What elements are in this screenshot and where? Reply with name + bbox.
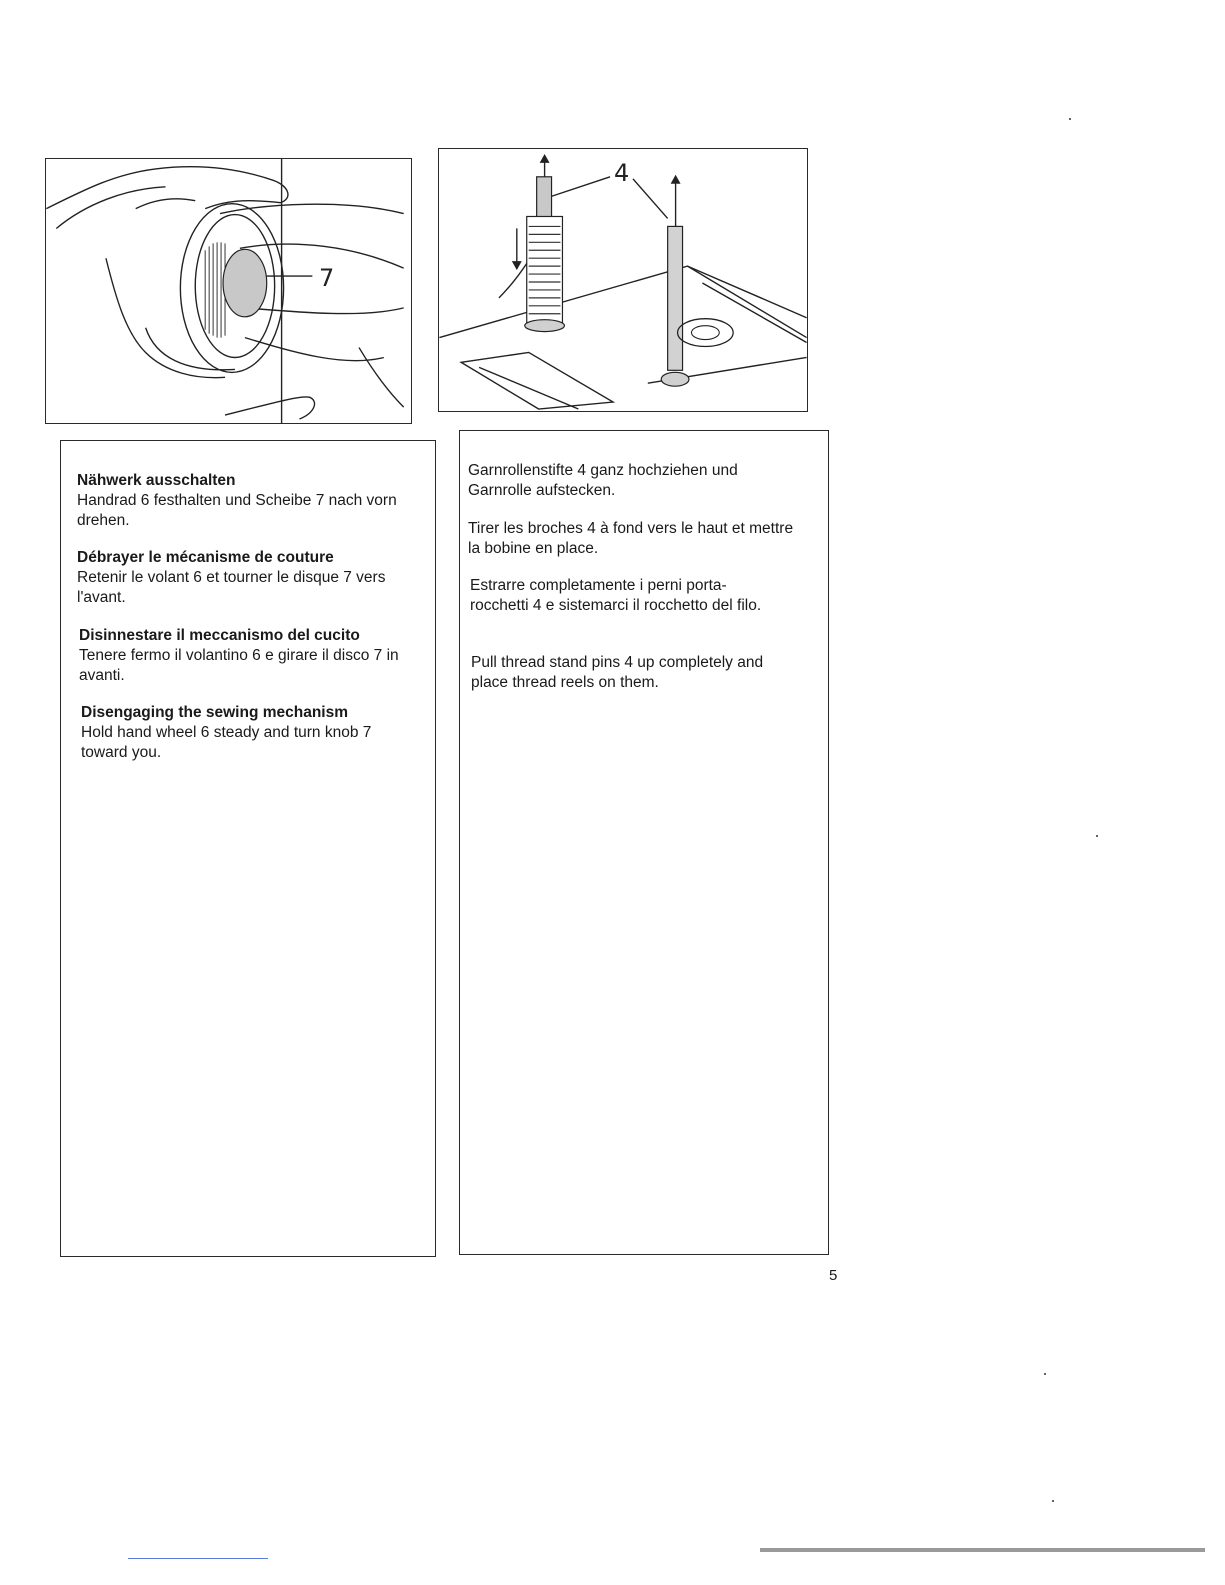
- section-body: Retenir le volant 6 et tourner le disque 7 vers l'avant.: [77, 569, 386, 606]
- scan-speck: [1096, 835, 1098, 837]
- section-title: Disengaging the sewing mechanism: [81, 704, 349, 721]
- figure-thread-pins: [438, 148, 808, 412]
- section-french: [77, 548, 407, 608]
- figure-handwheel: [45, 158, 412, 424]
- section-title: Débrayer le mécanisme de couture: [77, 549, 334, 566]
- scan-speck: [1052, 1500, 1054, 1502]
- scan-artifact-line: [760, 1548, 1205, 1552]
- thread-pins-illustration: [439, 149, 807, 411]
- section-english: [81, 703, 411, 763]
- scan-artifact-line: [128, 1558, 268, 1559]
- paragraph-english: [471, 653, 786, 693]
- scan-speck: [1044, 1373, 1046, 1375]
- section-title: Disinnestare il meccanismo del cucito: [79, 627, 360, 644]
- section-body: Tenere fermo il volantino 6 e girare il disco 7 in avanti.: [79, 647, 399, 684]
- section-italian: [79, 626, 409, 686]
- paragraph-text: Tirer les broches 4 à fond vers le haut et mettre la bobine en place.: [468, 520, 794, 557]
- paragraph-text: Garnrollenstifte 4 ganz hochziehen und Garnrolle aufstecken.: [468, 462, 738, 499]
- paragraph-german: [468, 461, 798, 501]
- paragraph-text: Estrarre completamente i perni porta-rocchetti 4 e sistemarci il rocchetto del filo.: [470, 577, 762, 614]
- callout-4: 4: [614, 159, 630, 187]
- section-body: Handrad 6 festhalten und Scheibe 7 nach vorn drehen.: [77, 492, 397, 529]
- scan-speck: [1069, 118, 1071, 120]
- page-number: 5: [829, 1267, 838, 1284]
- section-title: Nähwerk ausschalten: [77, 472, 236, 489]
- paragraph-text: Pull thread stand pins 4 up completely and place thread reels on them.: [471, 654, 764, 691]
- callout-7: 7: [319, 264, 335, 292]
- paragraph-italian: [470, 576, 785, 616]
- section-german: [77, 471, 407, 531]
- handwheel-illustration: [46, 159, 411, 423]
- right-text-panel: [459, 430, 829, 1255]
- paragraph-french: [468, 519, 798, 559]
- left-text-panel: [60, 440, 436, 1257]
- section-body: Hold hand wheel 6 steady and turn knob 7 toward you.: [81, 724, 372, 761]
